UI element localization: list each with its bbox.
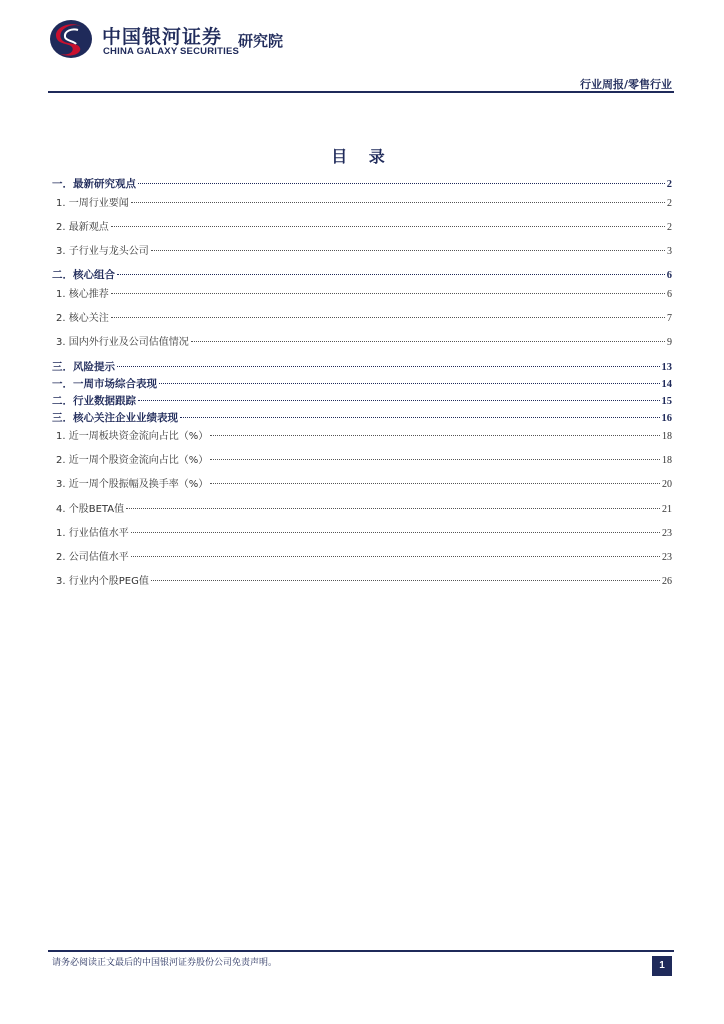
toc-entry[interactable] — [52, 285, 672, 300]
toc-entry-label: 二．核心组合 — [52, 269, 115, 281]
toc-leader-dots — [126, 508, 660, 509]
toc-entry-label: 2. 核心关注 — [56, 313, 109, 324]
toc-entry[interactable] — [52, 376, 672, 391]
header-divider — [48, 91, 674, 93]
toc-entry-page: 18 — [662, 455, 672, 466]
galaxy-logo-icon — [48, 18, 94, 60]
toc-entry-page: 9 — [667, 337, 672, 348]
toc-entry[interactable] — [52, 524, 672, 539]
toc-leader-dots — [210, 483, 660, 484]
logo-english-name: CHINA GALAXY SECURITIES — [103, 46, 240, 57]
toc-entry-label: 3. 国内外行业及公司估值情况 — [56, 337, 189, 348]
page-number: 1 — [652, 956, 672, 976]
toc-leader-dots — [191, 341, 665, 342]
report-category: 行业周报/零售行业 — [579, 78, 672, 91]
toc-entry[interactable] — [52, 194, 672, 209]
toc-entry-page: 2 — [667, 222, 672, 233]
toc-entry-label: 1. 近一周板块资金流向占比（%） — [56, 431, 209, 442]
toc-leader-dots — [210, 435, 660, 436]
toc-entry-page: 20 — [662, 479, 672, 490]
logo-chinese-name: 中国银河证券 — [102, 26, 223, 48]
toc-leader-dots — [159, 383, 660, 384]
toc-entry-label: 1. 核心推荐 — [56, 289, 109, 300]
toc-entry[interactable] — [52, 572, 672, 587]
toc-entry[interactable] — [52, 548, 672, 563]
toc-leader-dots — [151, 580, 660, 581]
footer-divider — [48, 950, 674, 952]
toc-entry[interactable] — [52, 176, 672, 191]
toc-leader-dots — [117, 366, 660, 367]
toc-entry[interactable] — [52, 393, 672, 408]
toc-leader-dots — [180, 417, 660, 418]
toc-leader-dots — [131, 556, 660, 557]
company-logo — [48, 16, 298, 64]
toc-entry-page: 2 — [667, 198, 672, 209]
toc-leader-dots — [117, 274, 665, 275]
toc-leader-dots — [138, 183, 665, 184]
toc-entry-page: 18 — [662, 431, 672, 442]
toc-entry[interactable] — [52, 309, 672, 324]
toc-entry-label: 2. 公司估值水平 — [56, 552, 129, 563]
toc-entry-label: 1. 一周行业要闻 — [56, 198, 129, 209]
toc-entry[interactable] — [52, 359, 672, 374]
toc-entry-page: 21 — [662, 504, 672, 515]
toc-entry-page: 7 — [667, 313, 672, 324]
toc-entry-label: 三．核心关注企业业绩表现 — [52, 412, 178, 424]
toc-entry-label: 一．最新研究观点 — [52, 178, 136, 190]
toc-entry[interactable] — [52, 333, 672, 348]
toc-entry[interactable] — [52, 427, 672, 442]
toc-entry-page: 26 — [662, 576, 672, 587]
toc-leader-dots — [138, 400, 660, 401]
toc-entry[interactable] — [52, 267, 672, 282]
toc-entry-page: 15 — [661, 396, 672, 407]
toc-entry-page: 2 — [666, 179, 672, 190]
toc-entry[interactable] — [52, 218, 672, 233]
footer-disclaimer: 请务必阅读正文最后的中国银河证券股份公司免责声明。 — [52, 958, 278, 968]
toc-entry-label: 4. 个股BETA值 — [56, 504, 125, 515]
toc-entry-label: 2. 最新观点 — [56, 222, 109, 233]
toc-leader-dots — [111, 226, 665, 227]
toc-leader-dots — [131, 202, 665, 203]
toc-entry-label: 一．一周市场综合表现 — [52, 378, 157, 390]
toc-leader-dots — [111, 317, 665, 318]
toc-entry[interactable] — [52, 500, 672, 515]
toc-entry[interactable] — [52, 451, 672, 466]
toc-entry-page: 23 — [662, 552, 672, 563]
toc-leader-dots — [151, 250, 665, 251]
toc-entry[interactable] — [52, 242, 672, 257]
toc-entry-label: 3. 子行业与龙头公司 — [56, 246, 149, 257]
toc-entry[interactable] — [52, 475, 672, 490]
toc-entry-page: 3 — [667, 246, 672, 257]
toc-entry-page: 14 — [661, 379, 672, 390]
toc-entry-page: 6 — [667, 289, 672, 300]
toc-entry-label: 三．风险提示 — [52, 361, 115, 373]
toc-entry-label: 二．行业数据跟踪 — [52, 395, 136, 407]
toc-title: 目 录 — [331, 147, 393, 166]
institute-name: 研究院 — [238, 32, 284, 50]
toc-leader-dots — [111, 293, 665, 294]
toc-entry-page: 13 — [661, 362, 672, 373]
toc-entry-label: 1. 行业估值水平 — [56, 528, 129, 539]
toc-entry-label: 3. 近一周个股振幅及换手率（%） — [56, 479, 209, 490]
toc-entry-label: 3. 行业内个股PEG值 — [56, 576, 149, 587]
toc-entry[interactable] — [52, 410, 672, 425]
toc-entry-page: 6 — [666, 270, 672, 281]
toc-entry-page: 23 — [662, 528, 672, 539]
toc-entry-page: 16 — [661, 413, 672, 424]
toc-leader-dots — [131, 532, 660, 533]
toc-leader-dots — [210, 459, 660, 460]
toc-entry-label: 2. 近一周个股资金流向占比（%） — [56, 455, 209, 466]
